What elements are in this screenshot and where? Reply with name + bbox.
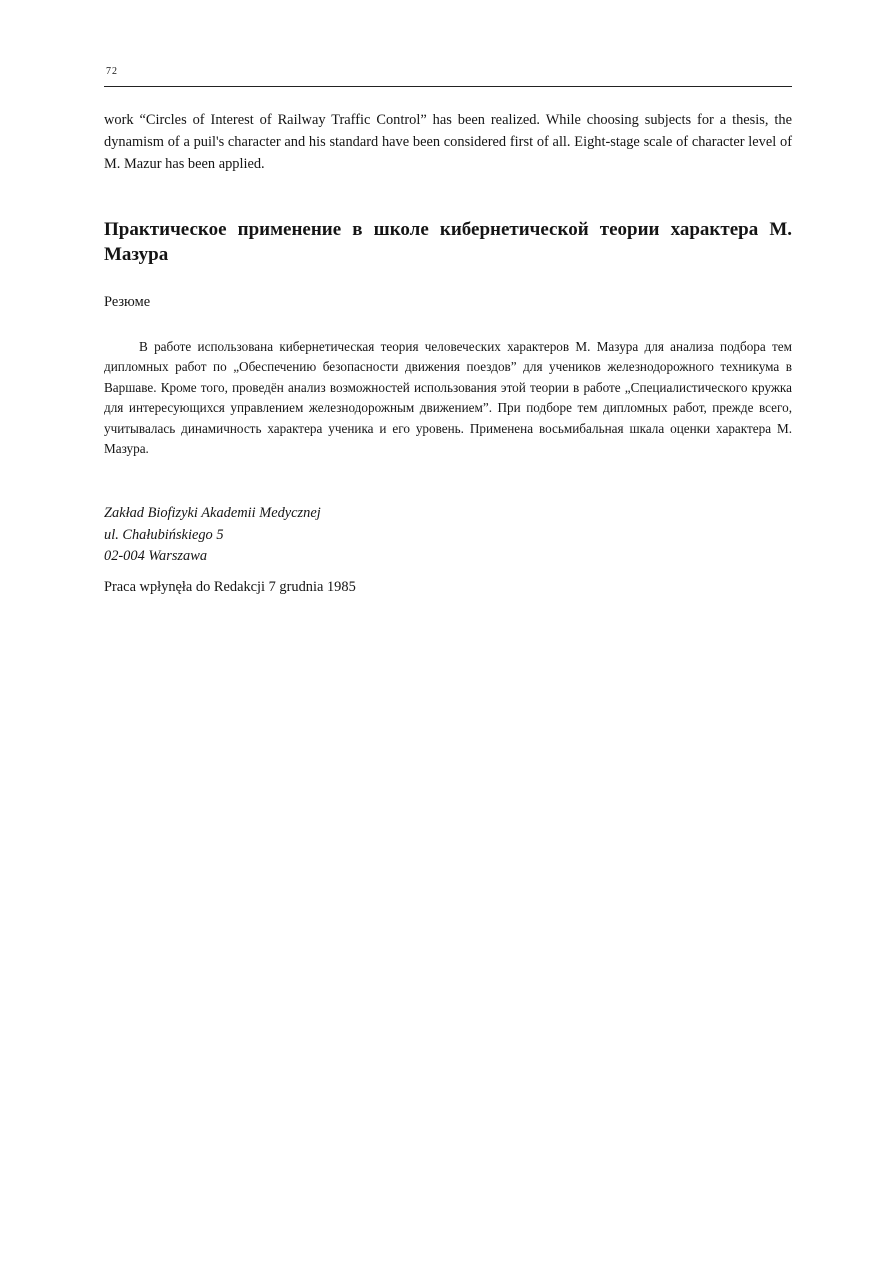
english-summary-text: work “Circles of Interest of Railway Traffic Control” has been realized. While choosing subjects for a thesis, the dynamism of a puil's character and his standard have been considered first of all. Eight-stage scale of character level of M. Mazur has been applied. xyxy=(104,112,792,172)
russian-title: Практическое применение в школе кибернетической теории характера М. Мазура xyxy=(104,219,792,265)
resume-label: Резюме xyxy=(104,294,151,310)
address-line-street: ul. Chałubińskiego 5 xyxy=(104,526,224,543)
russian-abstract: В работе использована кибернетическая теория человеческих характеров М. Мазура для анализа подбора тем дипломных работ по „Обеспечению безопасности движения поездов” для учеников железнодорожного техникума в Варшаве. Кроме того, проведён анализ возможностей использования этой теории в работе „Специалистического кружка для интересующихся управлением железнодорожным движением”. При подборе тем дипломных работ, прежде всего, учитывалась динамичность характера ученика и его уровень. Применена восьмибальная шкала оценки характера М. Мазура. xyxy=(104,339,792,457)
address-line-city: 02-004 Warszawa xyxy=(104,548,208,564)
address-line-institution: Zakład Biofizyki Akademii Medycznej xyxy=(104,505,321,521)
author-address xyxy=(104,503,321,568)
page-number: 72 xyxy=(106,66,118,77)
header-rule xyxy=(104,86,792,87)
received-note: Praca wpłynęła do Redakcji 7 grudnia 1985 xyxy=(104,579,356,595)
